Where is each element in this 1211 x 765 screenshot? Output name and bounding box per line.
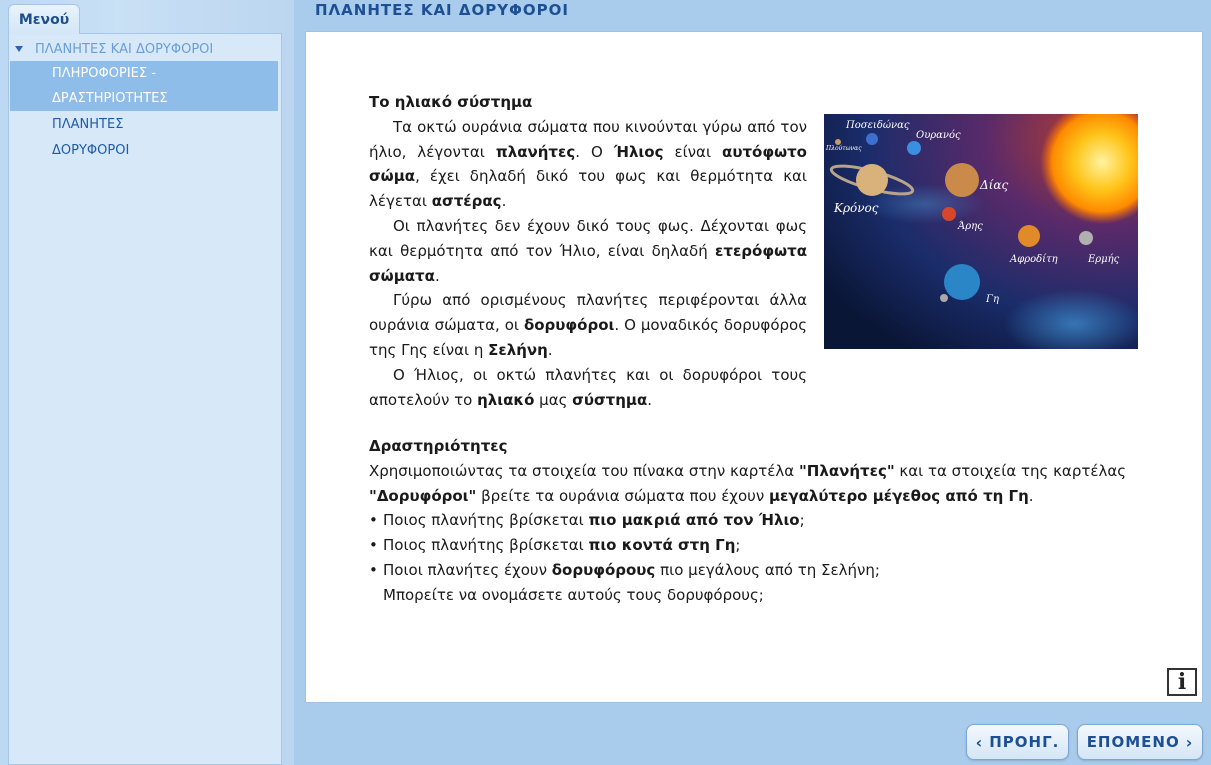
list-item: • Ποιος πλανήτης βρίσκεται πιο μακριά από τον Ήλιο; (369, 508, 1169, 533)
list-item: • Ποιοι πλανήτες έχουν δορυφόρους πιο μεγάλους από τη Σελήνη; (369, 558, 1169, 583)
sidebar (0, 0, 294, 765)
content-panel (305, 31, 1203, 703)
bullet-icon: • (369, 560, 378, 579)
label-mars: Άρης (958, 221, 983, 232)
sidebar-item-satellites[interactable] (10, 138, 278, 163)
previous-button[interactable] (966, 724, 1069, 760)
sidebar-item-planets[interactable] (10, 112, 278, 137)
paragraph-solar-system: Ο Ήλιος, οι οκτώ πλανήτες και οι δορυφόροι τους αποτελούν το ηλιακό μας σύστημα. (369, 365, 807, 409)
chevron-right-icon: › (1185, 732, 1194, 752)
sidebar-item-label: ΔΟΡΥΦΟΡΟΙ (52, 143, 130, 158)
info-icon: i (1177, 669, 1187, 695)
label-venus: Αφροδίτη (1010, 254, 1058, 265)
label-jupiter: Δίας (980, 178, 1009, 192)
paragraph-non-luminous: Οι πλανήτες δεν έχουν δικό τους φως. Δέχονται φως και θερμότητα από τον Ήλιο, είναι δηλαδή ετερόφωτα σώματα. (369, 216, 807, 285)
info-button[interactable] (1167, 668, 1197, 696)
section-title-solar-system: Το ηλιακό σύστημα (369, 93, 533, 111)
paragraph-planets: Τα οκτώ ουράνια σώματα που κινούνται γύρω από τον ήλιο, λέγονται πλανήτες. Ο Ήλιος είναι αυτόφωτο σώμα, έχει δηλαδή δικό του φως και θερμότητα και λέγεται αστέρας. (369, 117, 807, 211)
section-title-activities: Δραστηριότητες (369, 437, 508, 455)
menu-panel (8, 33, 282, 765)
activities-section (369, 434, 1169, 608)
activity-instructions: Χρησιμοποιώντας τα στοιχεία του πίνακα στην καρτέλα "Πλανήτες" και τα στοιχεία της καρτέλας "Δορυφόροι" βρείτε τα ουράνια σώματα που έχουν μεγαλύτερο μέγεθος από τη Γη. (369, 461, 1127, 505)
bullet-icon: • (369, 511, 378, 530)
paragraph-satellites: Γύρω από ορισμένους πλανήτες περιφέρονται άλλα ουράνια σώματα, οι δορυφόροι. Ο μοναδικός δορυφόρος της Γης είναι η Σελήνη. (369, 291, 807, 359)
chevron-left-icon: ‹ (975, 732, 984, 752)
activity-last-line: Μπορείτε να ονομάσετε αυτούς τους δορυφόρους; (383, 585, 764, 604)
page-title: ΠΛΑΝΗΤΕΣ ΚΑΙ ΔΟΡΥΦΟΡΟΙ (315, 1, 569, 19)
sidebar-item-info-activities[interactable] (10, 61, 278, 111)
tree-root-planets-and-satellites[interactable] (9, 38, 281, 60)
next-button[interactable] (1077, 724, 1203, 760)
label-saturn: Κρόνος (834, 201, 879, 215)
label-neptune: Ποσειδώνας (846, 120, 910, 131)
label-earth: Γη (986, 294, 999, 305)
caret-down-icon[interactable] (15, 46, 23, 52)
tree-root-label: ΠΛΑΝΗΤΕΣ ΚΑΙ ΔΟΡΥΦΟΡΟΙ (35, 41, 214, 57)
label-mercury: Ερμής (1088, 254, 1120, 265)
list-item: • Ποιος πλανήτης βρίσκεται πιο κοντά στη Γη; (369, 533, 1169, 558)
next-button-label: ΕΠΟΜΕΝΟ (1086, 733, 1180, 751)
previous-button-label: ΠΡΟΗΓ. (989, 733, 1060, 751)
solar-system-image (824, 114, 1138, 349)
bullet-icon: • (369, 536, 378, 555)
sidebar-item-label: ΠΛΑΝΗΤΕΣ (52, 117, 124, 132)
menu-tab[interactable]: Μενού (8, 4, 80, 34)
sidebar-item-label: ΔΡΑΣΤΗΡΙΟΤΗΤΕΣ (52, 91, 168, 106)
label-pluto: Πλούτωνας (826, 145, 862, 152)
sidebar-item-label: ΠΛΗΡΟΦΟΡΙΕΣ - (52, 66, 156, 81)
solar-system-text (369, 90, 807, 412)
solar-system-illustration (824, 114, 1138, 349)
label-uranus: Ουρανός (916, 130, 961, 141)
